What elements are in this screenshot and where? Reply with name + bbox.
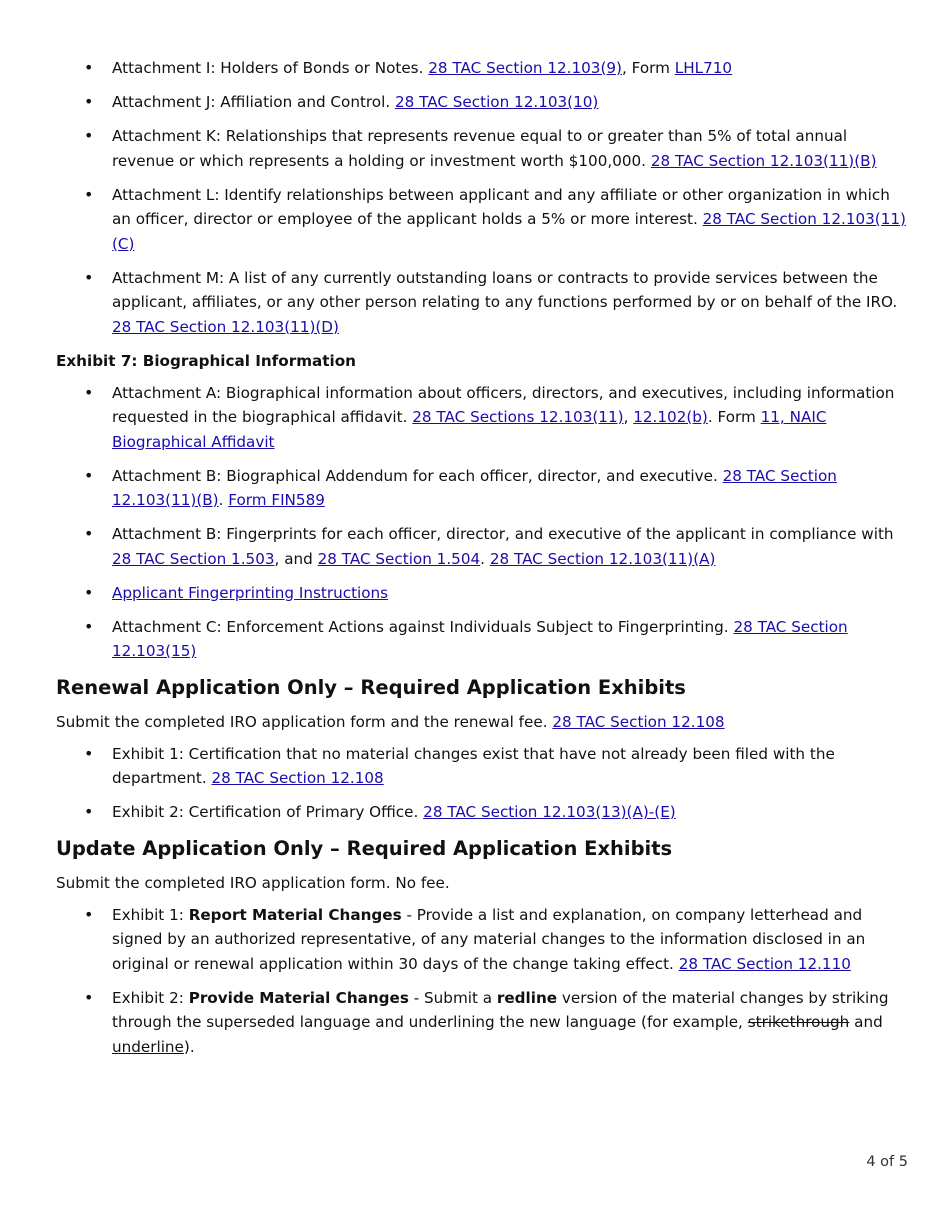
list-item: • Attachment M: A list of any currently outstanding loans or contracts to provide services between the applicant, affiliates, or any other person relating to any functions performed by or on behalf of the IRO. 28 TAC Section 12.103(11)(D) [56, 266, 906, 340]
exhibit6-attachment-list [56, 56, 906, 339]
link-lhl710[interactable]: LHL710 [674, 59, 733, 77]
link-1-503[interactable]: 28 TAC Section 1.503 [112, 549, 275, 568]
document-page [56, 56, 906, 1069]
list-item: • Attachment B: Fingerprints for each officer, director, and executive of the applicant in compliance with 28 TAC Section 1.503, and 28 TAC Section 1.504. 28 TAC Section 12.103(11)(A) [56, 522, 906, 571]
update-exhibit-list [56, 903, 906, 1060]
list-item [56, 581, 906, 606]
list-item: • Attachment I: Holders of Bonds or Notes. 28 TAC Section 12.103(9), Form LHL710 [56, 56, 906, 81]
link-12-103-11-a[interactable]: 28 TAC Section 12.103(11)(A) [489, 549, 716, 568]
list-item: • Attachment J: Affiliation and Control. 28 TAC Section 12.103(10) [56, 90, 906, 115]
list-item: • Exhibit 2: Provide Material Changes - Submit a redline version of the material changes by striking through the superseded language and underlining the new language (for example, strikethrough and underline). [56, 986, 906, 1060]
link-12-102-b[interactable]: 12.102(b) [633, 408, 708, 426]
list-item: • Exhibit 2: Certification of Primary Office. 28 TAC Section 12.103(13)(A)-(E) [56, 800, 906, 825]
link-12-108[interactable]: 28 TAC Section 12.108 [211, 769, 384, 787]
link-12-108[interactable]: 28 TAC Section 12.108 [552, 712, 725, 731]
list-item: • Attachment L: Identify relationships between applicant and any affiliate or other organization in which an officer, director or employee of the applicant holds a 5% or more interest. 28 TAC Section 12.103(11)(C) [56, 183, 906, 257]
renewal-heading: Renewal Application Only – Required Application Exhibits [56, 675, 686, 699]
link-12-103-11-d[interactable]: 28 TAC Section 12.103(11)(D) [112, 317, 339, 336]
strikethrough-example: strikethrough [747, 1013, 850, 1031]
list-item: • Attachment B: Biographical Addendum for each officer, director, and executive. 28 TAC Section 12.103(11)(B). Form FIN589 [56, 464, 906, 513]
link-12-103-11-c[interactable]: 28 TAC Section 12.103(11)(C) [112, 210, 906, 253]
link-fingerprinting-instructions[interactable]: Applicant Fingerprinting Instructions [112, 583, 389, 602]
renewal-exhibit-list [56, 742, 906, 825]
list-item: • Attachment K: Relationships that represents revenue equal to or greater than 5% of total annual revenue or which represents a holding or investment worth $100,000. 28 TAC Section 12.103(11)(B) [56, 124, 906, 173]
exhibit7-heading: Exhibit 7: Biographical Information [56, 351, 356, 370]
link-naic-biographical-affidavit[interactable]: 11, NAIC Biographical Affidavit [112, 408, 827, 451]
link-12-103-9[interactable]: 28 TAC Section 12.103(9) [428, 59, 622, 77]
list-item: • Exhibit 1: Certification that no material changes exist that have not already been filed with the department. 28 TAC Section 12.108 [56, 742, 906, 791]
link-1-504[interactable]: 28 TAC Section 1.504 [317, 549, 481, 568]
page-number: 4 of 5 [866, 1154, 908, 1170]
list-item: • Attachment C: Enforcement Actions against Individuals Subject to Fingerprinting. 28 TAC Section 12.103(15) [56, 615, 906, 664]
update-intro: Submit the completed IRO application form. No fee. [56, 873, 450, 892]
link-form-fin589[interactable]: Form FIN589 [228, 491, 325, 509]
list-item: • Attachment A: Biographical information about officers, directors, and executives, including information requested in the biographical affidavit. 28 TAC Sections 12.103(11), 12.102(b). Form 11, NAIC Biographical Affidavit [56, 381, 906, 455]
update-heading: Update Application Only – Required Application Exhibits [56, 836, 673, 860]
link-12-103-11-b[interactable]: 28 TAC Section 12.103(11)(B) [650, 151, 877, 170]
exhibit7-attachment-list [56, 381, 906, 664]
link-12-103-10[interactable]: 28 TAC Section 12.103(10) [394, 93, 599, 111]
underline-example: underline [112, 1037, 184, 1056]
link-12-110[interactable]: 28 TAC Section 12.110 [678, 954, 851, 973]
renewal-intro: Submit the completed IRO application form and the renewal fee. 28 TAC Section 12.108 [56, 712, 725, 731]
list-item: • Exhibit 1: Report Material Changes - Provide a list and explanation, on company letterhead and signed by an authorized representative, of any material changes to the information disclosed in an original or renewal application within 30 days of the change taking effect. 28 TAC Section 12.110 [56, 903, 906, 977]
link-12-103-13[interactable]: 28 TAC Section 12.103(13)(A)-(E) [423, 803, 676, 821]
link-12-103-15[interactable]: 28 TAC Section 12.103(15) [112, 617, 848, 660]
link-12-103-11[interactable]: 28 TAC Sections 12.103(11) [412, 408, 624, 426]
link-12-103-11-b[interactable]: 28 TAC Section 12.103(11)(B) [112, 466, 837, 509]
